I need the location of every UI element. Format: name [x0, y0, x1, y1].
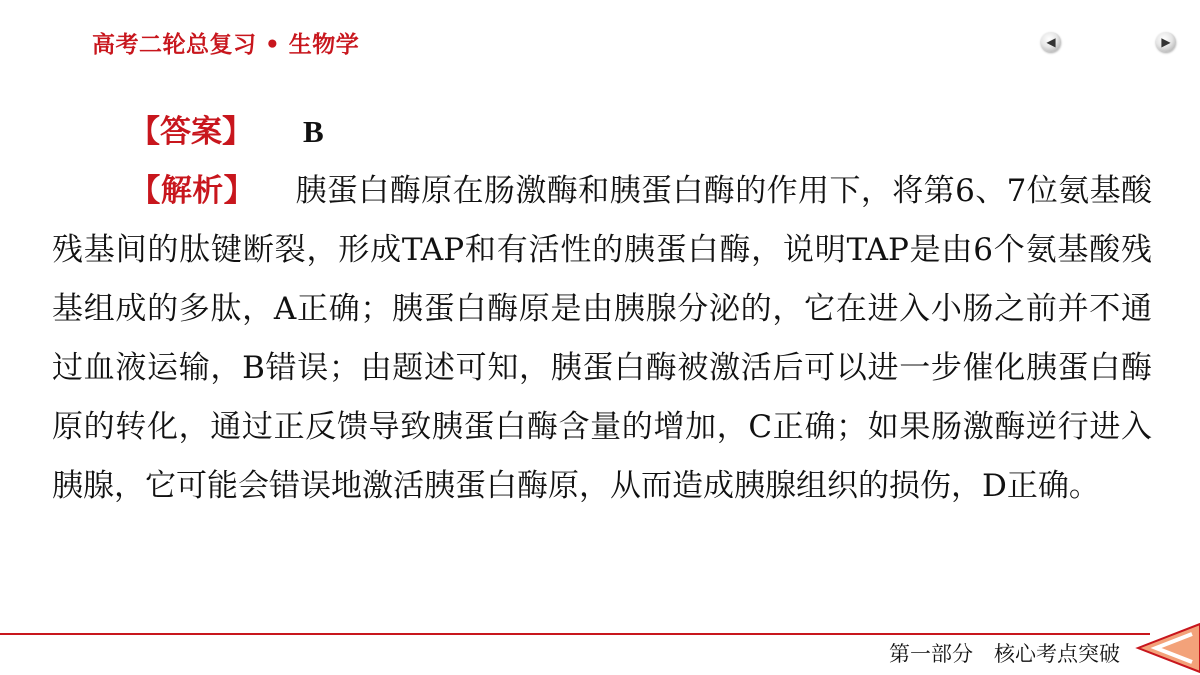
answer-value: B: [303, 114, 324, 149]
footer-divider: [0, 633, 1150, 635]
answer-tag: 【答案】: [129, 114, 253, 150]
back-arrow-icon[interactable]: [1041, 32, 1061, 52]
back-chevron-icon[interactable]: [1134, 621, 1200, 675]
answer-line: [52, 102, 1152, 162]
back-arrow-glyph: ◀: [1046, 35, 1056, 49]
analysis-text: 胰蛋白酶原在肠激酶和胰蛋白酶的作用下，将第6、7位氨基酸残基间的肽键断裂，形成TAP和有活性的胰蛋白酶，说明TAP是由6个氨基酸残基组成的多肽，A正确；胰蛋白酶原是由胰腺分泌的，它在进入小肠之前并不通过血液运输，B错误；由题述可知，胰蛋白酶被激活后可以进一步催化胰蛋白酶原的转化，通过正反馈导致胰蛋白酶含量的增加，C正确；如果肠激酶逆行进入胰腺，它可能会错误地激活胰蛋白酶原，从而造成胰腺组织的损伤，D正确。: [52, 173, 1153, 504]
footer-section-label: 第一部分 核心考点突破: [889, 642, 1120, 666]
course-title: 高考二轮总复习 • 生物学: [92, 32, 360, 58]
forward-arrow-glyph: ▶: [1161, 35, 1171, 49]
analysis-tag: 【解析】: [129, 173, 256, 209]
forward-arrow-icon[interactable]: [1156, 32, 1176, 52]
answer-content: [52, 102, 1152, 516]
analysis-paragraph: [52, 162, 1152, 516]
